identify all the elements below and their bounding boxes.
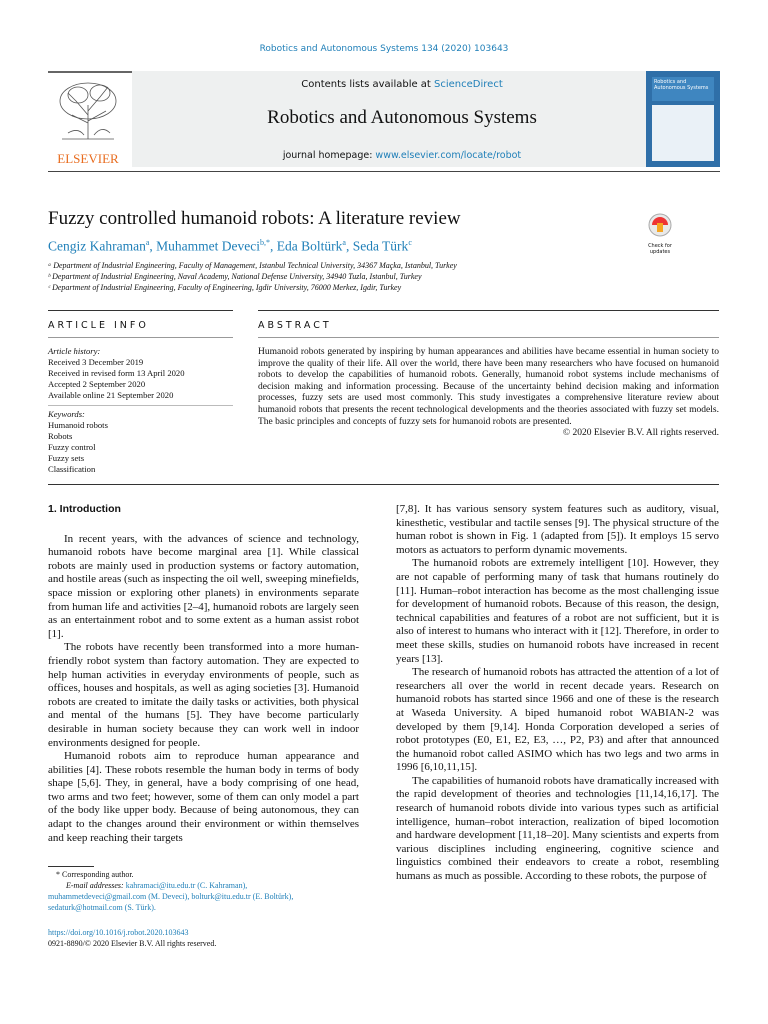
history-item: Received 3 December 2019 [48,357,144,367]
email-label: E-mail addresses: [66,881,126,890]
homepage-link[interactable]: www.elsevier.com/locate/robot [375,150,522,161]
paragraph: [7,8]. It has various sensory system features such as auditory, visual, kinesthetic, vestibular and tactile senses [9]. The physical structure of the human robot is shown in Fig. 1 (adapted from [5]). It employs 15 servo motors as actuators to perform dynamic movements. [396,503,719,556]
keyword: Fuzzy control [48,442,96,452]
author-sup: b,* [260,238,270,247]
elsevier-tree-logo [48,75,128,167]
check-updates-label: Check for updates [648,243,672,255]
paragraph: The robots have recently been transformed into a more human-friendly robot system than factory automation. They are expected to help human activities in everyday environments of people, such as offices, houses and hospitals, as well as aging societies [3]. Humanoid robots are created to imitate the daily tasks or activities, both physical and mental of the humans [5]. They have become particularly desirable in human society because they can work well in indoor environments designed for people. [48,641,359,749]
keyword: Robots [48,431,73,441]
front-matter-rule-bottom [48,484,719,485]
keyword: Humanoid robots [48,420,108,430]
history-item: Accepted 2 September 2020 [48,379,146,389]
homepage-prefix: journal homepage: [282,150,376,161]
affiliation: ᵇ Department of Industrial Engineering, Naval Academy, National Defense University, 34940 Tuzla, Istanbul, Turkey [48,272,422,281]
author-sep: , [345,238,353,254]
contents-line [132,79,672,90]
email-line[interactable]: muhammetdeveci@gmail.com (M. Deveci), bolturk@itu.edu.tr (E. Boltürk), [48,892,294,901]
affiliation: ᵃ Department of Industrial Engineering, Faculty of Management, Istanbul Technical University, 34367 Maçka, Istanbul, Turkey [48,261,457,270]
doi-link[interactable]: https://doi.org/10.1016/j.robot.2020.103643 [48,928,189,937]
history-item: Received in revised form 13 April 2020 [48,368,185,378]
footnotes [48,869,293,913]
author-sup: a [342,238,346,247]
affiliation: ᶜ Department of Industrial Engineering, Faculty of Engineering, Igdir University, 76000 Merkez, Igdir, Turkey [48,283,402,292]
keywords-label: Keywords: [48,409,85,419]
journal-cover-image [646,71,720,167]
journal-banner [48,71,720,167]
right-column [396,503,719,884]
keywords-rule [48,405,233,406]
contents-prefix: Contents lists available at [301,79,435,90]
check-for-updates-badge[interactable] [642,212,678,255]
abstract-rule-top [258,310,719,311]
author-name[interactable]: Seda Türk [352,238,409,254]
abstract-text: Humanoid robots generated by inspiring by human appearances and abilities have became essential in human society to improve the quality of their life. All over the world, there have been many researchers who have focused on humanoid robots to develop the capabilities of humanoid robots. Generally, humanoid robot systems include mechanisms of decision making and information processing. Because of the uncertainty behind decision making and information processes, fuzzy sets are used most commonly. This study investigates a comprehensive literature review about humanoid robots that presents the recent technological developments and the theories associated with fuzzy set models. The basic principles and concepts of fuzzy sets for humanoid robots are presented. [258,347,719,427]
keywords [48,409,233,475]
banner-bottom-rule [48,171,720,172]
author-sup: c [408,238,412,247]
corresponding-author: * Corresponding author. [56,870,134,879]
journal-name: Robotics and Autonomous Systems [267,107,537,128]
paragraph: In recent years, with the advances of science and technology, humanoid robots have become marginal area [1]. While classical robots are mainly used in production systems or factory automation, and hostile areas (such as inspecting the oil well, sweeping minefields, space mission or exploring other planets) in environments separate from human life and activities [2–4], humanoid robots are largely seen as an entertainment robot and to some extent as a human assist robot [1]. [48,532,359,640]
article-info-heading: ARTICLE INFO [48,320,149,331]
doi-block [48,927,216,949]
publisher-name: ELSEVIER [57,151,119,166]
history-label: Article history: [48,346,101,356]
article-history [48,346,233,401]
abstract-copyright: © 2020 Elsevier B.V. All rights reserved. [562,428,719,439]
article-info-rule [48,337,233,338]
author-sup: a [145,238,150,247]
keyword: Classification [48,464,96,474]
email-line[interactable]: sedaturk@hotmail.com (S. Türk). [48,903,156,912]
author-sep: , [149,238,157,254]
journal-citation[interactable]: Robotics and Autonomous Systems 134 (2020) 103643 [259,44,509,54]
check-updates-icon [642,212,678,238]
author-name[interactable]: Cengiz Kahraman [48,238,146,254]
homepage-line [132,150,672,161]
issn-line: 0921-8890/© 2020 Elsevier B.V. All rights reserved. [48,939,217,948]
section-heading: 1. Introduction [48,503,121,515]
left-column [48,503,359,845]
article-info-rule-top [48,310,233,311]
history-item: Available online 21 September 2020 [48,390,174,400]
footnote-rule [48,866,94,867]
paragraph: The capabilities of humanoid robots have dramatically increased with the rapid development of theories and technologies [11,14,16,17]. The research of humanoid robots divide into various types such as artificial intelligence, human–robot interaction, realization of biped locomotion and hardware development [11,18–20]. Many scientists and experts from various disciplines including engineering, cognitive science and linguistics combined their endeavors to create a robot, resembling humans as much as possible. According to these robots, the purpose of [396,774,719,883]
paragraph: The research of humanoid robots has attracted the attention of a lot of researchers all over the world in recent decade years. Research on humanoid robots has started since 1966 and one of these is the research at Waseda University. A biped humanoid robot WABIAN-2 was developed by them [9,14]. Honda Corporation developed a series of robot prototypes (E0, E1, E2, E3, …, P2, P3) and after that announced the humanoid robot called ASIMO which has two legs and two arms in 1996 [6,10,11,15]. [396,666,719,774]
banner-center [132,71,672,167]
cover-title: Robotics and Autonomous Systems [654,79,709,91]
author-name[interactable]: Eda Boltürk [276,238,343,254]
paragraph: Humanoid robots aim to reproduce human appearance and abilities [4]. These robots resemble the human body in terms of body shape [5,6]. They, in general, have a body comprising of one head, two arms and two feet; however, some of them can only model a part of the body like upper body. Because of being autonomous, they can adapt to the changes around their environment or within themselves and keep reaching their targets [48,750,359,844]
author-list [48,238,412,255]
author-name[interactable]: Muhammet Deveci [156,238,260,254]
abstract-rule [258,337,719,338]
paragraph: The humanoid robots are extremely intelligent [10]. However, they are not capable of performing many of task that humans routinely do [11]. Human–robot interaction has become as the most challenging issue for development of humanoid robots. Because of this reason, the design, technical capabilities and features of a robot are not sufficient, but it is also of interest to humans who interact with it [12]. Therefore, in order to meet these skills, studies on humanoid robots have increased in recent years [13]. [396,557,719,665]
abstract-body [258,347,719,440]
keyword: Fuzzy sets [48,453,85,463]
article-title: Fuzzy controlled humanoid robots: A literature review [48,208,461,229]
email-line[interactable]: kahramaci@itu.edu.tr (C. Kahraman), [125,881,248,890]
abstract-heading: ABSTRACT [258,320,332,331]
sciencedirect-link[interactable]: ScienceDirect [434,79,503,90]
author-sep: , [270,238,277,254]
